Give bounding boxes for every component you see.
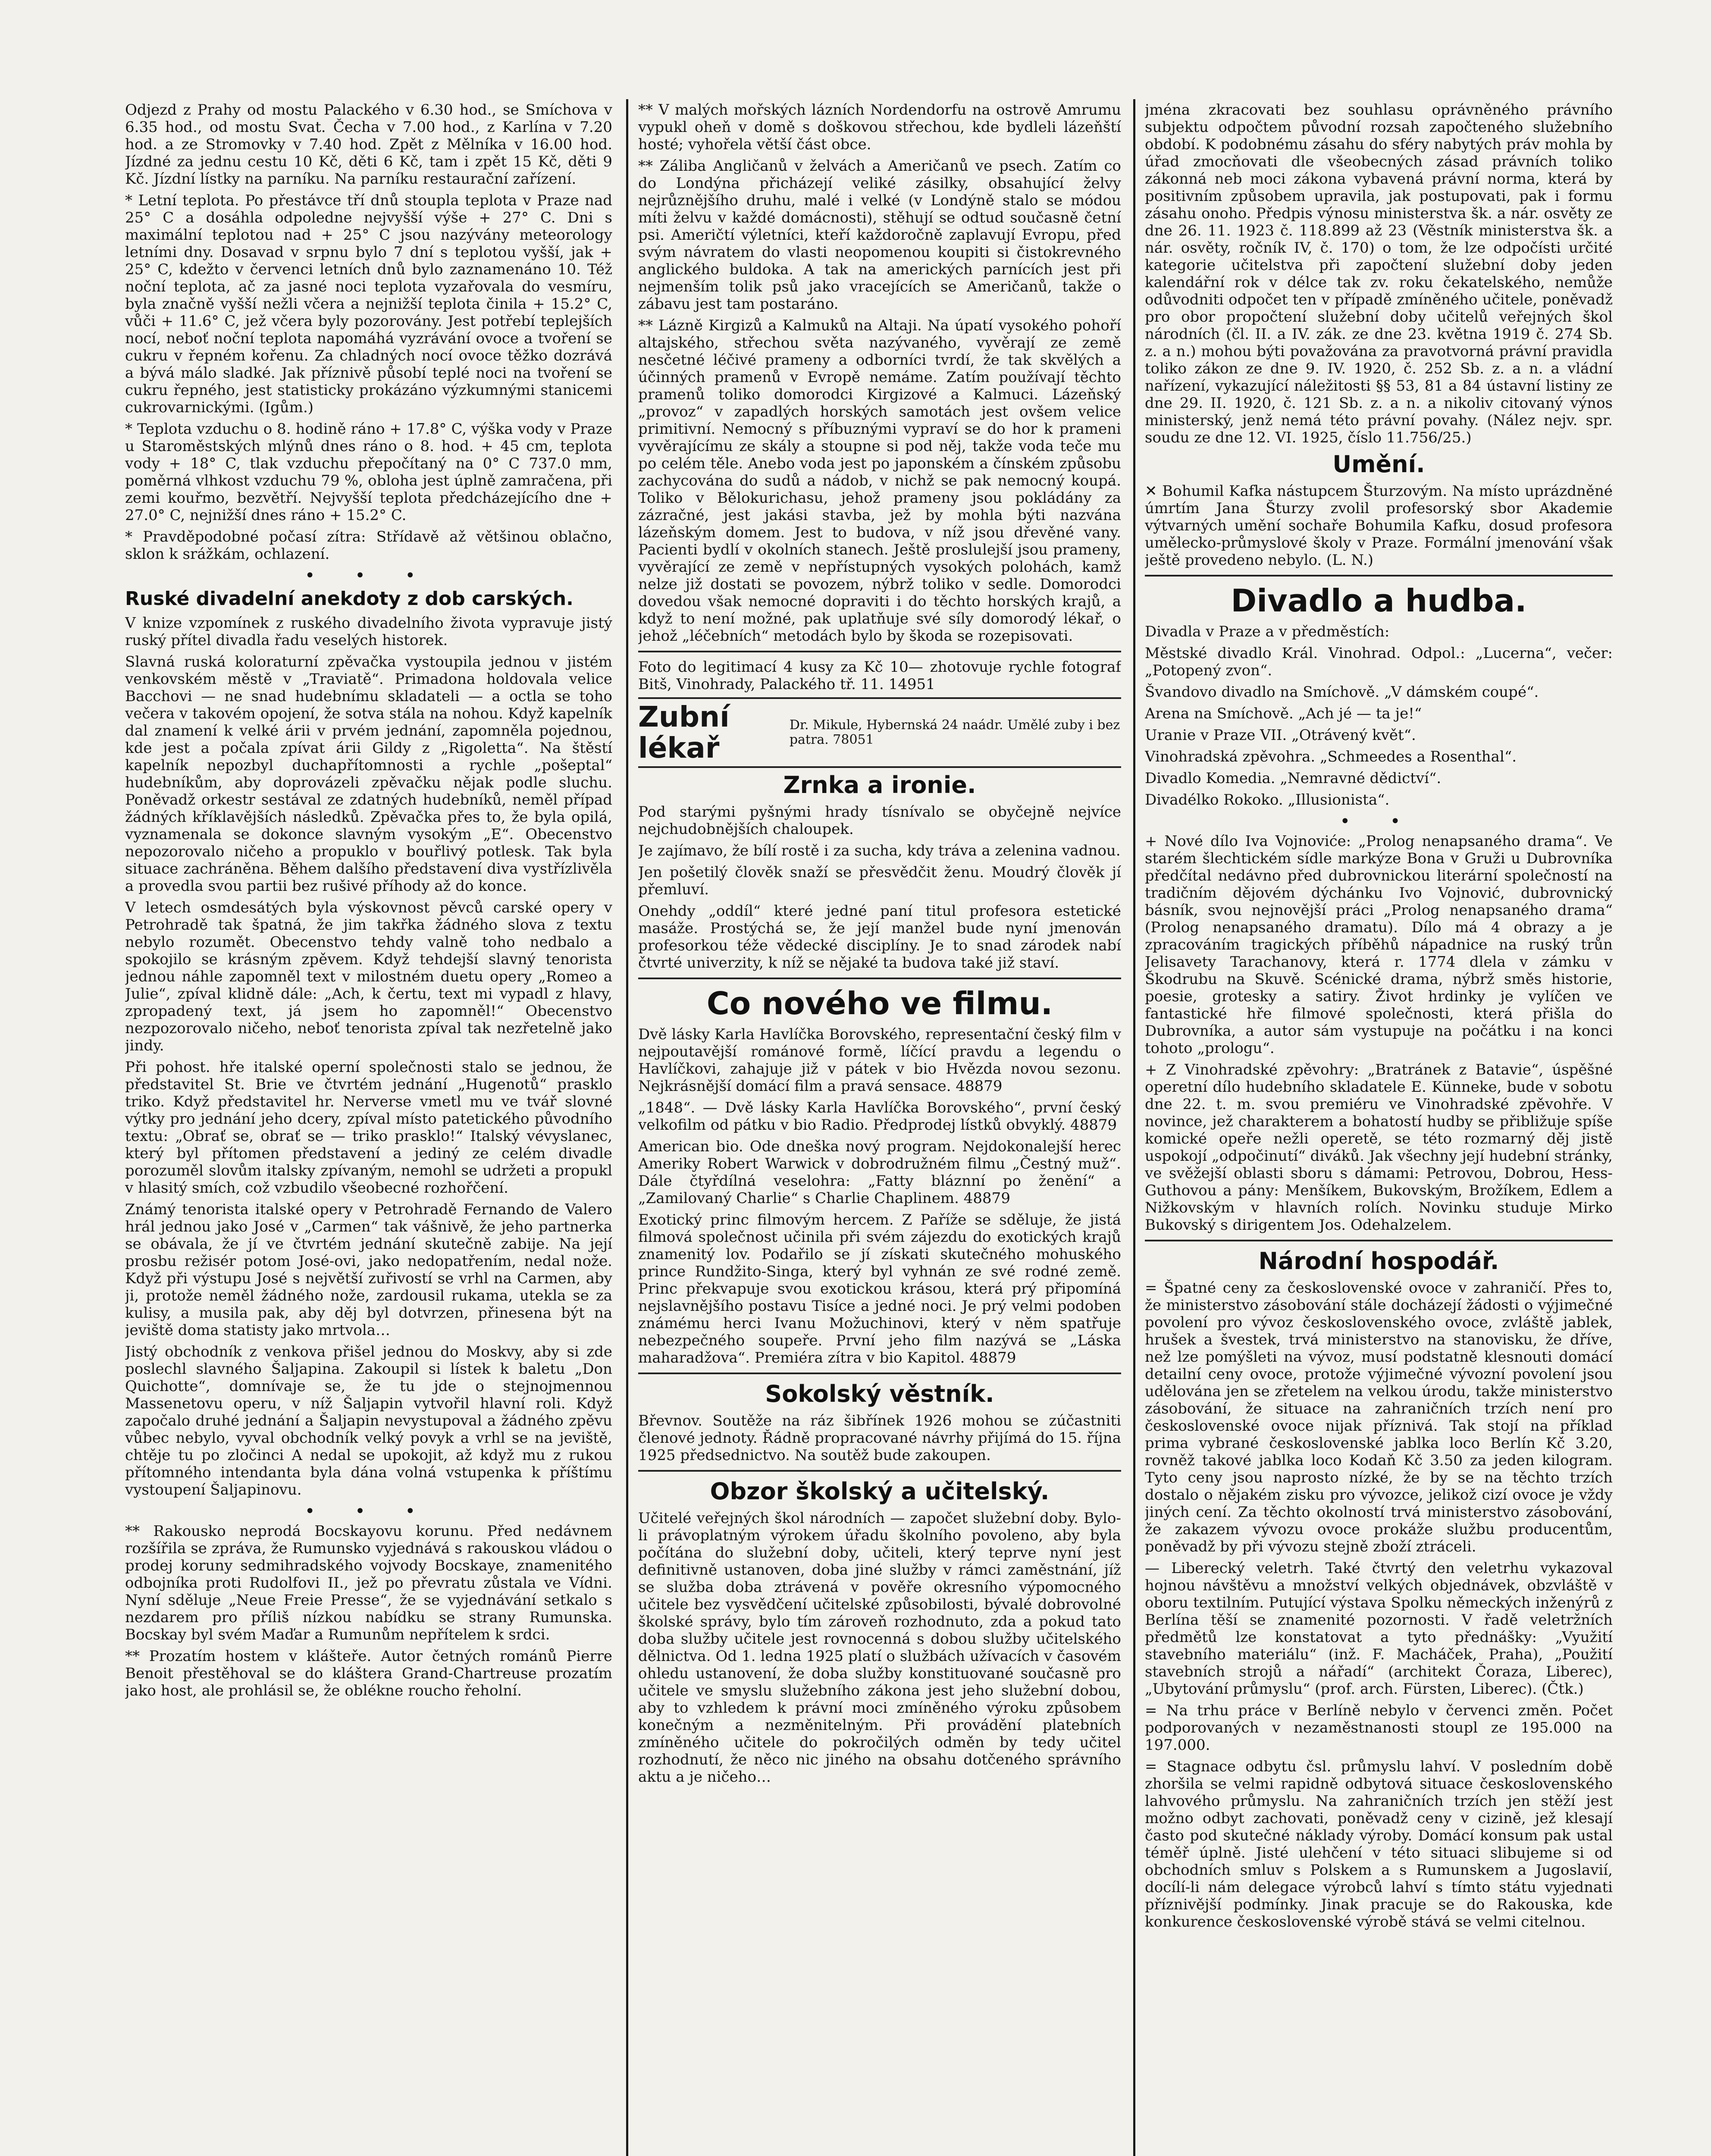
article-paragraph: Divadla v Praze a v předměstích: xyxy=(1145,623,1390,640)
section-heading: Umění. xyxy=(1332,451,1425,478)
article-paragraph: Jistý obchodník z venkova přišel jednou do Moskvy, aby si zde poslechl slavného Šaljapina. Zakoupil si lístek k baletu „Don Quichotte“, domnívaje se, že tu jde o stejnojmennou Massenetovu operu, v níž Šaljapin vytvořil hlavní roli. Když započalo druhé jednání a Šaljapin nevystupoval a žádného zpěvu vůbec nebylo, vyval obchodník velký povyk a vrhl se na jeviště, chtěje tu po zločinci A nedal se upokojit, až když mu z rukou přítomného intendanta byla dána volná vstupenka k příštímu vystoupení Šaljapinovu. xyxy=(125,1343,612,1498)
article-paragraph: Exotický princ filmovým hercem. Z Paříže se sděluje, že jistá filmová společnost učinila při svém zájezdu do exotických krajů znamenitý lov. Podařilo se jí získati skutečného mohuského prince Rundžito-Singa, který byl vyhnán ze své rodné země. Princ překvapuje svou exotickou krásou, která prý připomíná nejslavnějšího postavu Tisíce a jedné noci. Je prý velmi podoben známému herci Ivanu Možuchinovi, který v něm spatřuje nebezpečného soupeře. První jeho film nazývá se „Láska maharadžova“. Premiéra zítra v bio Kapitol. 48879 xyxy=(638,1211,1121,1366)
theatre-program-line: Divadélko Rokoko. „Illusionista“. xyxy=(1145,791,1390,808)
article-paragraph: Pod starými pyšnými hrady tísnívalo se obyčejně nejvíce nejchudobnějších chaloupek. xyxy=(638,803,1121,838)
section-heading: Co nového ve filmu. xyxy=(706,985,1053,1022)
divider xyxy=(638,1470,1121,1472)
article-paragraph: * Pravděpodobné počasí zítra: Střídavě až většinou oblačno, sklon k srážkám, ochlazení. xyxy=(125,528,612,563)
article-paragraph: Onehdy „oddíl“ které jedné paní titul profesora estetické masáže. Prostýchá se, že její manžel bude nyní jmenován profesorkou téže vědecké disciplíny. Je to snad zárodek nabí čtvrté univerzity, k níž se nějaké ta budova také již staví. xyxy=(638,903,1121,971)
article-paragraph: = Stagnace odbytu čsl. průmyslu lahví. V posledním době zhoršila se velmi rapidně odbytová situace československého lahvového průmyslu. Na zahraničních trzích jen stěží jest možno odbyt zachovati, poněvadž ceny v cizině, jež klesají často pod skutečné náklady výroby. Domácí konsum pak ustal téměř úplně. Jisté ulehčení v této situaci slibujeme si od obchodních smluv s Polskem a s Rumunskem a Jugoslavií, docílí-li nám delegace výrobců lahví s tímto státu vyjednati příznivější podmínky. Jinak pracuje se do Rakouska, kde konkurence československé výrobě stává se velmi citelnou. xyxy=(1145,1758,1613,1930)
article-paragraph: * Letní teplota. Po přestávce tří dnů stoupla teplota v Praze nad 25° C a dosáhla odpoledne nejvyšší výše + 27° C. Dni s maximální teplotou nad + 25° C jsou nazývány meteorology letními dny. Dosavad v srpnu bylo 7 dní s teplotou vyšší, jak + 25° C, kdežto v červenci letních dnů bylo zaznamenáno 10. Též noční teplota, ač za jasné noci teplota vyzařovala do vesmíru, byla značně vyšší nežli včera a nejnižší teplota činila + 15.2° C, vůči + 11.6° C, jež včera byly pozorovány. Jest potřebí teplejších nocí, neboť noční teplota napomáhá vyzrávání ovoce a tvoření se cukru v řepném kořenu. Za chladných nocí ovoce těžko dozrává a bývá málo sladké. Jak příznivě působí teplé noci na tvoření se cukru řepného, jest statisticky prokázáno výzkumnými stanicemi cukrovarnickými. (Igům.) xyxy=(125,192,612,416)
article-paragraph: ✕ Bohumil Kafka nástupcem Šturzovým. Na místo uprázdněné úmrtím Jana Šturzy zvolil profesorský sbor Akademie výtvarných umění sochaře Bohumila Kafku, dosud profesora umělecko-průmyslové školy v Praze. Formální jmenování však ještě provedeno nebylo. (L. N.) xyxy=(1145,483,1613,569)
theatre-program-line: Městské divadlo Král. Vinohrad. Odpol.: „Lucerna“, večer: „Potopený zvon“. xyxy=(1145,645,1613,679)
theatre-program-line: Arena na Smíchově. „Ach jé — ta je!“ xyxy=(1145,705,1422,722)
article-paragraph: V letech osmdesátých byla výskovnost pěvců carské opery v Petrohradě tak špatná, že jim takřka žádného slova z textu nebylo rozumět. Obecenstvo tehdy valně toho nedbalo a spokojilo se krásným zpěvem. Když tehdejší slavný tenorista jednou náhle zapomněl text v milostném duetu opery „Romeo a Julie“, zpíval klidně dále: „Ach, k čertu, text mi vypadl z hlavy, zpropadený text, já jsem ho zapomněl!“ Obecenstvo nezpozorovalo ničeho, neboť tenorista zpíval tak nezřetelně jako jindy. xyxy=(125,899,612,1054)
article-paragraph: — Liberecký veletrh. Také čtvrtý den veletrhu vykazoval hojnou návštěvu a množství velkých objednávek, obzvláště v oboru textilním. Putující výstava Spolku německých inženýrů z Berlína těší se znamenité pozornosti. V řadě veletržních předmětů lze konstatovat a tyto přednášky: „Využití stavebního materiálu“ (inž. F. Macháček, Praha), „Použití stavebních strojů a nářadí“ (architekt Čoraza, Liberec), „Ubytování průmyslu“ (prof. arch. Fürsten, Liberec). (Čtk.) xyxy=(1145,1560,1613,1698)
section-heading: Ruské divadelní anekdoty z dob carských. xyxy=(125,588,573,610)
article-paragraph: Odjezd z Prahy od mostu Palackého v 6.30 hod., se Smíchova v 6.35 hod., od mostu Svat. Čecha v 7.00 hod., z Karlína v 7.20 hod. a ze Stromovky v 7.40 hod. Zpět z Mělníka v 16.00 hod. Jízdné za jednu cestu 10 Kč, děti 6 Kč, tam i zpět 15 Kč, děti 9 Kč. Jízdní lístky na parníku. Na parníku restaurační zařízení. xyxy=(125,101,612,188)
article-paragraph: ** Prozatím hostem v klášteře. Autor četných románů Pierre Benoit přestěhoval se do kláštera Grand-Chartreuse prozatím jako host, ale prohlásil se, že oblékne roucho řeholní. xyxy=(125,1648,612,1699)
article-paragraph: = Na trhu práce v Berlíně nebylo v červenci změn. Počet podporovaných v nezaměstnanosti stoupl ze 195.000 na 197.000. xyxy=(1145,1702,1613,1754)
section-separator: • • xyxy=(1340,812,1418,831)
article-paragraph: V knize vzpomínek z ruského divadelního života vypravuje jistý ruský přítel divadla řadu veselých historek. xyxy=(125,614,612,649)
article-paragraph: * Teplota vzduchu o 8. hodině ráno + 17.8° C, výška vody v Praze u Staroměstských mlýnů dnes ráno o 8. hod. + 45 cm, teplota vody + 18° C, tlak vzduchu přepočítaný na 0° C 737.0 mm, poměrná vlhkost vzduchu 79 %, obloha jest úplně zamračena, při zemi kouřmo, bezvětří. Nejvyšší teplota předcházejícího dne + 27.0° C, nejnižší dnes ráno + 15.2° C. xyxy=(125,420,612,524)
advert-dentist xyxy=(638,697,1121,768)
column-rule xyxy=(626,99,628,2156)
article-paragraph: jména zkracovati bez souhlasu oprávněného právního subjektu odpočtem původní rozsah započteného služebního období. K podobnému zásahu do sféry nabytých práv mohla by úřad zmocňovati dle všeobecných zásad právních toliko zákonná neb moci zákona vybavená právní norma, která by positivním způsobem upravila, jak postupovati, pak i formu zásahu onoho. Předpis výnosu ministerstva šk. a nár. osvěty ze dne 26. 11. 1923 č. 118.899 až 23 (Věstník ministerstva šk. a nár. osvěty, ročník IV, č. 170) o tom, že lze odpočísti určité kategorie učitelstva při započtení služební doby jeden kalendářní rok v délce tak zv. roku čekatelského, nemůže odůvodniti odpočet ten v případě zmíněného učitele, poněvadž pro obor propočtení služební doby učitelů veřejných škol národních (čl. II. a IV. zák. ze dne 23. května 1919 č. 274 Sb. z. a n.) mohou býti považována za pravotvorná právní pravidla toliko zákon ze dne 9. IV. 1920, č. 252 Sb. z. a n. a vládní nařízení, vykazující náležitosti §§ 53, 81 a 84 ústavní listiny ze dne 29. II. 1920, č. 121 Sb. z. a n. a nikoliv citovaný výnos ministerský, jenž nemá této právní povahy. (Nález nejv. spr. soudu ze dne 12. VI. 1925, číslo 11.756/25.) xyxy=(1145,101,1613,446)
section-heading: Divadlo a hudba. xyxy=(1231,583,1527,619)
article-paragraph: Učitelé veřejných škol národních — započet služební doby. Bylo-li právoplatným výrokem úřadu školního povoleno, aby byla počítána do služební doby, učiteli, který teprve nyní jest definitivně ustanoven, doba jiné služby v rámci zaměstnání, jíž se služba doba ztrávená v pověře okresního výpomocného učitele bez vysvědčení učitelské způsobilosti, bývalé dobrovolné školské správy, bylo tím zároveň rozhodnuto, zda a pokud tato doba služby učitele jest rovnocenná s dobou služby učitelského dělnictva. Od 1. ledna 1925 platí o službách užívacích v časovém ohledu ustanovení, že doba služby konstituované současně pro učitele ve smyslu služebního zákona jest jeho služební dobou, aby to vzhledem k právní moci zmíněného výroku způsobem konečným a nezměnitelným. Při provádění platebních zmíněného učitele do pokročilých odměn by tedy učitel rozhodnutí, že něco nic jiného na obsahu dotčeného správního aktu a je ničeho… xyxy=(638,1510,1121,1786)
article-paragraph: ** V malých mořských lázních Nordendorfu na ostrově Amrumu vypukl oheň v domě s doškovou střechou, kde bydleli lázeňští hosté; vyhořela větší část obce. xyxy=(638,101,1121,153)
article-paragraph: Známý tenorista italské opery v Petrohradě Fernando de Valero hrál jednou jako José v „Carmen“ tak vášnivě, že jeho partnerka se obávala, že jí ve čtvrtém jednání skutečně zabije. Na její prosbu režisér potom José-ovi, jako nedopatřením, nedal nože. Když při výstupu José s největší zuřivostí se vrhl na Carmen, aby ji, protože neměl žádného nože, zardousil rukama, utekla se za kulisy, a musila pak, aby děj byl dotvrzen, přinesena být na jeviště doma statisty jako mrtvola… xyxy=(125,1201,612,1339)
divider xyxy=(638,651,1121,652)
theatre-program-line: Divadlo Komedia. „Nemravné dědictví“. xyxy=(1145,770,1442,787)
article-paragraph: Dvě lásky Karla Havlíčka Borovského, representační český film v nejpoutavější románové formě, líčící pravdu a legendu o Havlíčkovi, zahajuje již v pátek v bio Hvězda novou sezonu. Nejkrásnější domácí film a pravá sensace. 48879 xyxy=(638,1026,1121,1095)
divider xyxy=(638,1373,1121,1374)
article-paragraph: Břevnov. Soutěže na ráz šibřínek 1926 mohou se zúčastniti členové jednoty. Řádně propracované návrhy přijímá do 15. října 1925 předsednictvo. Na soutěž bude zakoupen. xyxy=(638,1412,1121,1464)
section-heading: Sokolský věstník. xyxy=(765,1380,994,1407)
section-separator: • • • xyxy=(304,566,433,586)
section-heading: Národní hospodář. xyxy=(1258,1247,1499,1275)
article-paragraph: ** Lázně Kirgizů a Kalmuků na Altaji. Na úpatí vysokého pohoří altajského, střechou světa nazývaného, vyvěrají ze země nesčetné léčivé prameny a odborníci tvrdí, že tak skvělých a účinných pramenů v Evropě nemáme. Zatím používají těchto pramenů toliko domorodci Kirgizové a Kalmuci. Lázeňský „provoz“ v zapadlých horských samotách jest ovšem velice primitivní. Nemocný s příbuznými vypraví se do hor k prameni vyvěrajícímu ze skály a stoupne si pod něj, takže voda teče mu po celém těle. Anebo voda jest po japonském a čínském způsobu zachycována do sudů a nádob, v nichž se pak nemocný koupá. Toliko v Bělokurichasu, jehož prameny jsou pokládány za zázračné, jest jakási stavba, jež by mohla býti nazvána lázeňským domem. Jest to budova, v níž jsou dřevěné vany. Pacienti bydlí v okolních stanech. Ještě proslulejší jsou prameny, vyvěrající ze země v nepřístupných vysokých polohách, kamž nelze již dostati se povozem, nýbrž toliko v sedle. Domorodci dovedou však nemocné dopraviti i do těchto horských krajů, a když to není možné, pak uplatňuje své síly domorodý lékař, o jehož „léčebních“ metodách bylo by škoda se rozepisovati. xyxy=(638,317,1121,645)
section-heading: Obzor školský a učitelský. xyxy=(710,1478,1050,1505)
theatre-program-line: Uranie v Praze VII. „Otrávený květ“. xyxy=(1145,727,1416,744)
article-paragraph: ** Záliba Angličanů v želvách a Američanů ve psech. Zatím co do Londýna přicházejí veliké zásilky, obsahující želvy nejrůznějšího druhu, malé i velké (v Londýně stalo se módou míti želvu v každé domácnosti), stěhují se odtud současně četní psi. Američtí výletníci, kteří každoročně zaplavují Evropu, před svým návratem do vlasti neopomenou koupiti si čistokrevného anglického buldoka. A tak na amerických parnících jest při nejmenším tolik psů jako vracejících se Američanů, takže o zábavu jest tam postaráno. xyxy=(638,157,1121,313)
divider xyxy=(638,978,1121,979)
column-middle xyxy=(638,101,1121,2156)
theatre-program-line: Švandovo divadlo na Smíchově. „V dámském coupé“. xyxy=(1145,683,1539,701)
divider xyxy=(1145,1240,1613,1241)
advert-detail: Dr. Mikule, Hybernská 24 naádr. Umělé zuby i bez patra. 78051 xyxy=(789,718,1120,747)
article-paragraph: ** Rakousko neprodá Bocskayovu korunu. Před nedávnem rozšířila se zpráva, že Rumunsko vyjednává s rakouskou vládou o prodej koruny sedmihradského vojvody Bocskaye, znamenitého odbojníka proti Rudolfovi II., jež po převratu zůstala ve Vídni. Nyní sděluje „Neue Freie Presse“, že se vyjednávání setkalo s nezdarem pro příliš nízkou nabídku se strany Rumunska. Bocskay byl svém Maďar a Rumunům nepřítelem k srdci. xyxy=(125,1523,612,1643)
article-paragraph: Jen pošetilý člověk snaží se přesvědčit ženu. Moudrý člověk jí přemluví. xyxy=(638,864,1121,898)
article-paragraph: + Z Vinohradské zpěvohry: „Bratránek z Batavie“, úspěšné operetní dílo hudebního skladatele E. Künneke, bude v sobotu dne 22. t. m. svou premiéru ve Vinohradské zpěvohře. V novince, jež charakterem a bohatostí hudby se přibližuje spíše komické opeře nežli operetě, se této rozmarný děj jistě uspokojí „odpočinutí“ diváků. Jak všechny její hudební stránky, ve svěžejší oblasti sboru s dámami: Petrovou, Dobrou, Hess-Guthovou a pány: Menšíkem, Bukovským, Brožíkem, Edlem a Nižkovským v hlavních rolích. Novinku studuje Mirko Bukovský s dirigentem Jos. Odehalzelem. xyxy=(1145,1061,1613,1234)
column-left xyxy=(125,101,612,2156)
section-separator: • • • xyxy=(304,1501,433,1521)
divider xyxy=(1145,575,1613,577)
article-paragraph: + Nové dílo Iva Vojnoviće: „Prolog nenapsaného drama“. Ve starém šlechtickém sídle markýze Bona v Gruži u Dubrovníka předčítal nedávno před dubrovnickou literární společností na tradičním dějovém dýchánku Ivo Vojnović, dubrovnický básník, svou nejnovější práci „Prolog nenapsaného drama“ (Prolog nenapsaného dramatu). Dílo má 4 obrazy a je zpracováním tragických příběhů nápadnice na ruský trůn Jelisavety Tarachanovy, která r. 1774 dlela v zámku v Škodrubu na Skuvě. Scénické drama, nýbrž směs historie, poesie, grotesky a satiry. Život hrdinky je vylíčen ve fantastické hře filmové společnosti, která přišla do Dubrovníka, a autor sám vystupuje na počátku i na konci tohoto „prologu“. xyxy=(1145,833,1613,1057)
article-paragraph: Foto do legitimací 4 kusy za Kč 10— zhotovuje rychle fotograf Bitš, Vinohrady, Palackého tř. 11. 14951 xyxy=(638,658,1121,693)
article-paragraph: „1848“. — Dvě lásky Karla Havlíčka Borovského“, první český velkofilm od pátku v bio Radio. Předprodej lístků obvyklý. 48879 xyxy=(638,1099,1121,1134)
article-paragraph: Při pohost. hře italské operní společnosti stalo se jednou, že představitel St. Brie ve čtvrtém jednání „Hugenotů“ prasklo triko. Když představitel hr. Nerverse vmetl mu ve tvář slovné výtky pro jednání jeho dcery, zpíval místo patetického původního textu: „Obrať se, obrať se — triko prasklo!“ Italský vévyslanec, který byl přítomen představení a jediný ze celém divadle porozuměl slovům italsky zpívaným, nemohl se udržeti a propukl v hlasitý smích, což vzbudilo všeobecné rozhořčení. xyxy=(125,1059,612,1197)
theatre-program-line: Vinohradská zpěvohra. „Schmeedes a Rosenthal“. xyxy=(1145,748,1517,765)
article-paragraph: Slavná ruská koloraturní zpěvačka vystoupila jednou v jistém venkovském městě v „Traviatě“. Primadona holdovala velice Bacchovi — ne snad hudebnímu skladateli — a octla se toho večera v takovém opojení, že sotva stála na nohou. Když kapelník dal znamení k velké árii v prvém jednání, zapomněla pojednou, kde jest a počala zpívat árii Gildy z „Rigoletta“. Na štěstí kapelník nepozbyl duchapřítomnosti a rychle „pošeptal“ hudebníkům, aby doprovázeli zpěvačku nějak podle sluchu. Poněvadž orkestr sestával ze zdatných hudebníků, neměl případ žádných kříklavějších následků. Zpěvačka přes to, že byla opilá, vyznamenala se dokonce slavným vysokým „E“. Obecenstvo nepozorovalo ničeho a propuklo v bouřlivý potlesk. Tak byla situace zachráněna. Během dalšího představení diva vystřízlivěla a provedla svou partii bez rušivé příhody až do konce. xyxy=(125,653,612,895)
column-right xyxy=(1145,101,1613,2156)
article-paragraph: American bio. Ode dneška nový program. Nejdokonalejší herec Ameriky Robert Warwick v dobrodružném filmu „Čestný muž“. Dále čtyřdílná veselohra: „Fatty bláznní po ženění“ a „Zamilovaný Charlie“ s Charlie Chaplinem. 48879 xyxy=(638,1138,1121,1207)
article-paragraph: Je zajímavo, že bílí rostě i za sucha, kdy tráva a zelenina vadnou. xyxy=(638,842,1121,859)
column-rule xyxy=(1133,99,1135,2156)
section-heading: Zrnka a ironie. xyxy=(783,771,976,799)
article-paragraph: = Špatné ceny za československé ovoce v zahraničí. Přes to, že ministerstvo zásobování stále docházejí žádosti o výjimečné povolení pro vývoz československého ovoce, zvláště jablek, hrušek a švestek, trvá ministerstvo na stanovisku, že dříve, než lze pomýšleti na vývoz, musí podstatně klesnouti domácí detailní ceny ovoce, protože výjimečné vývozní povolení jsou udělována jen se zřetelem na velkou úrodu, takže ministerstvo zásobování, že situace na zahraničních trzích není pro československé ovoce nijak příznivá. Tak stojí na příklad prima vybrané československé jablka loco Berlín Kč 3.20, rovněž takové jablka loco Kodaň Kč 3.50 za jeden kilogram. Tyto ceny jsou naprosto nízké, že by se na těchto trzích dostalo o nějakém zisku pro vývozce, jelikož cizí ovoce je vždy jiných cení. Za těchto okolností trvá ministerstvo zásobování, že zakazem vývozu ovoce prokáže službu producentům, poněvadž by při vývozu stejně zboží ztráceli. xyxy=(1145,1279,1613,1555)
advert-title: Zubní lékař xyxy=(638,700,730,765)
